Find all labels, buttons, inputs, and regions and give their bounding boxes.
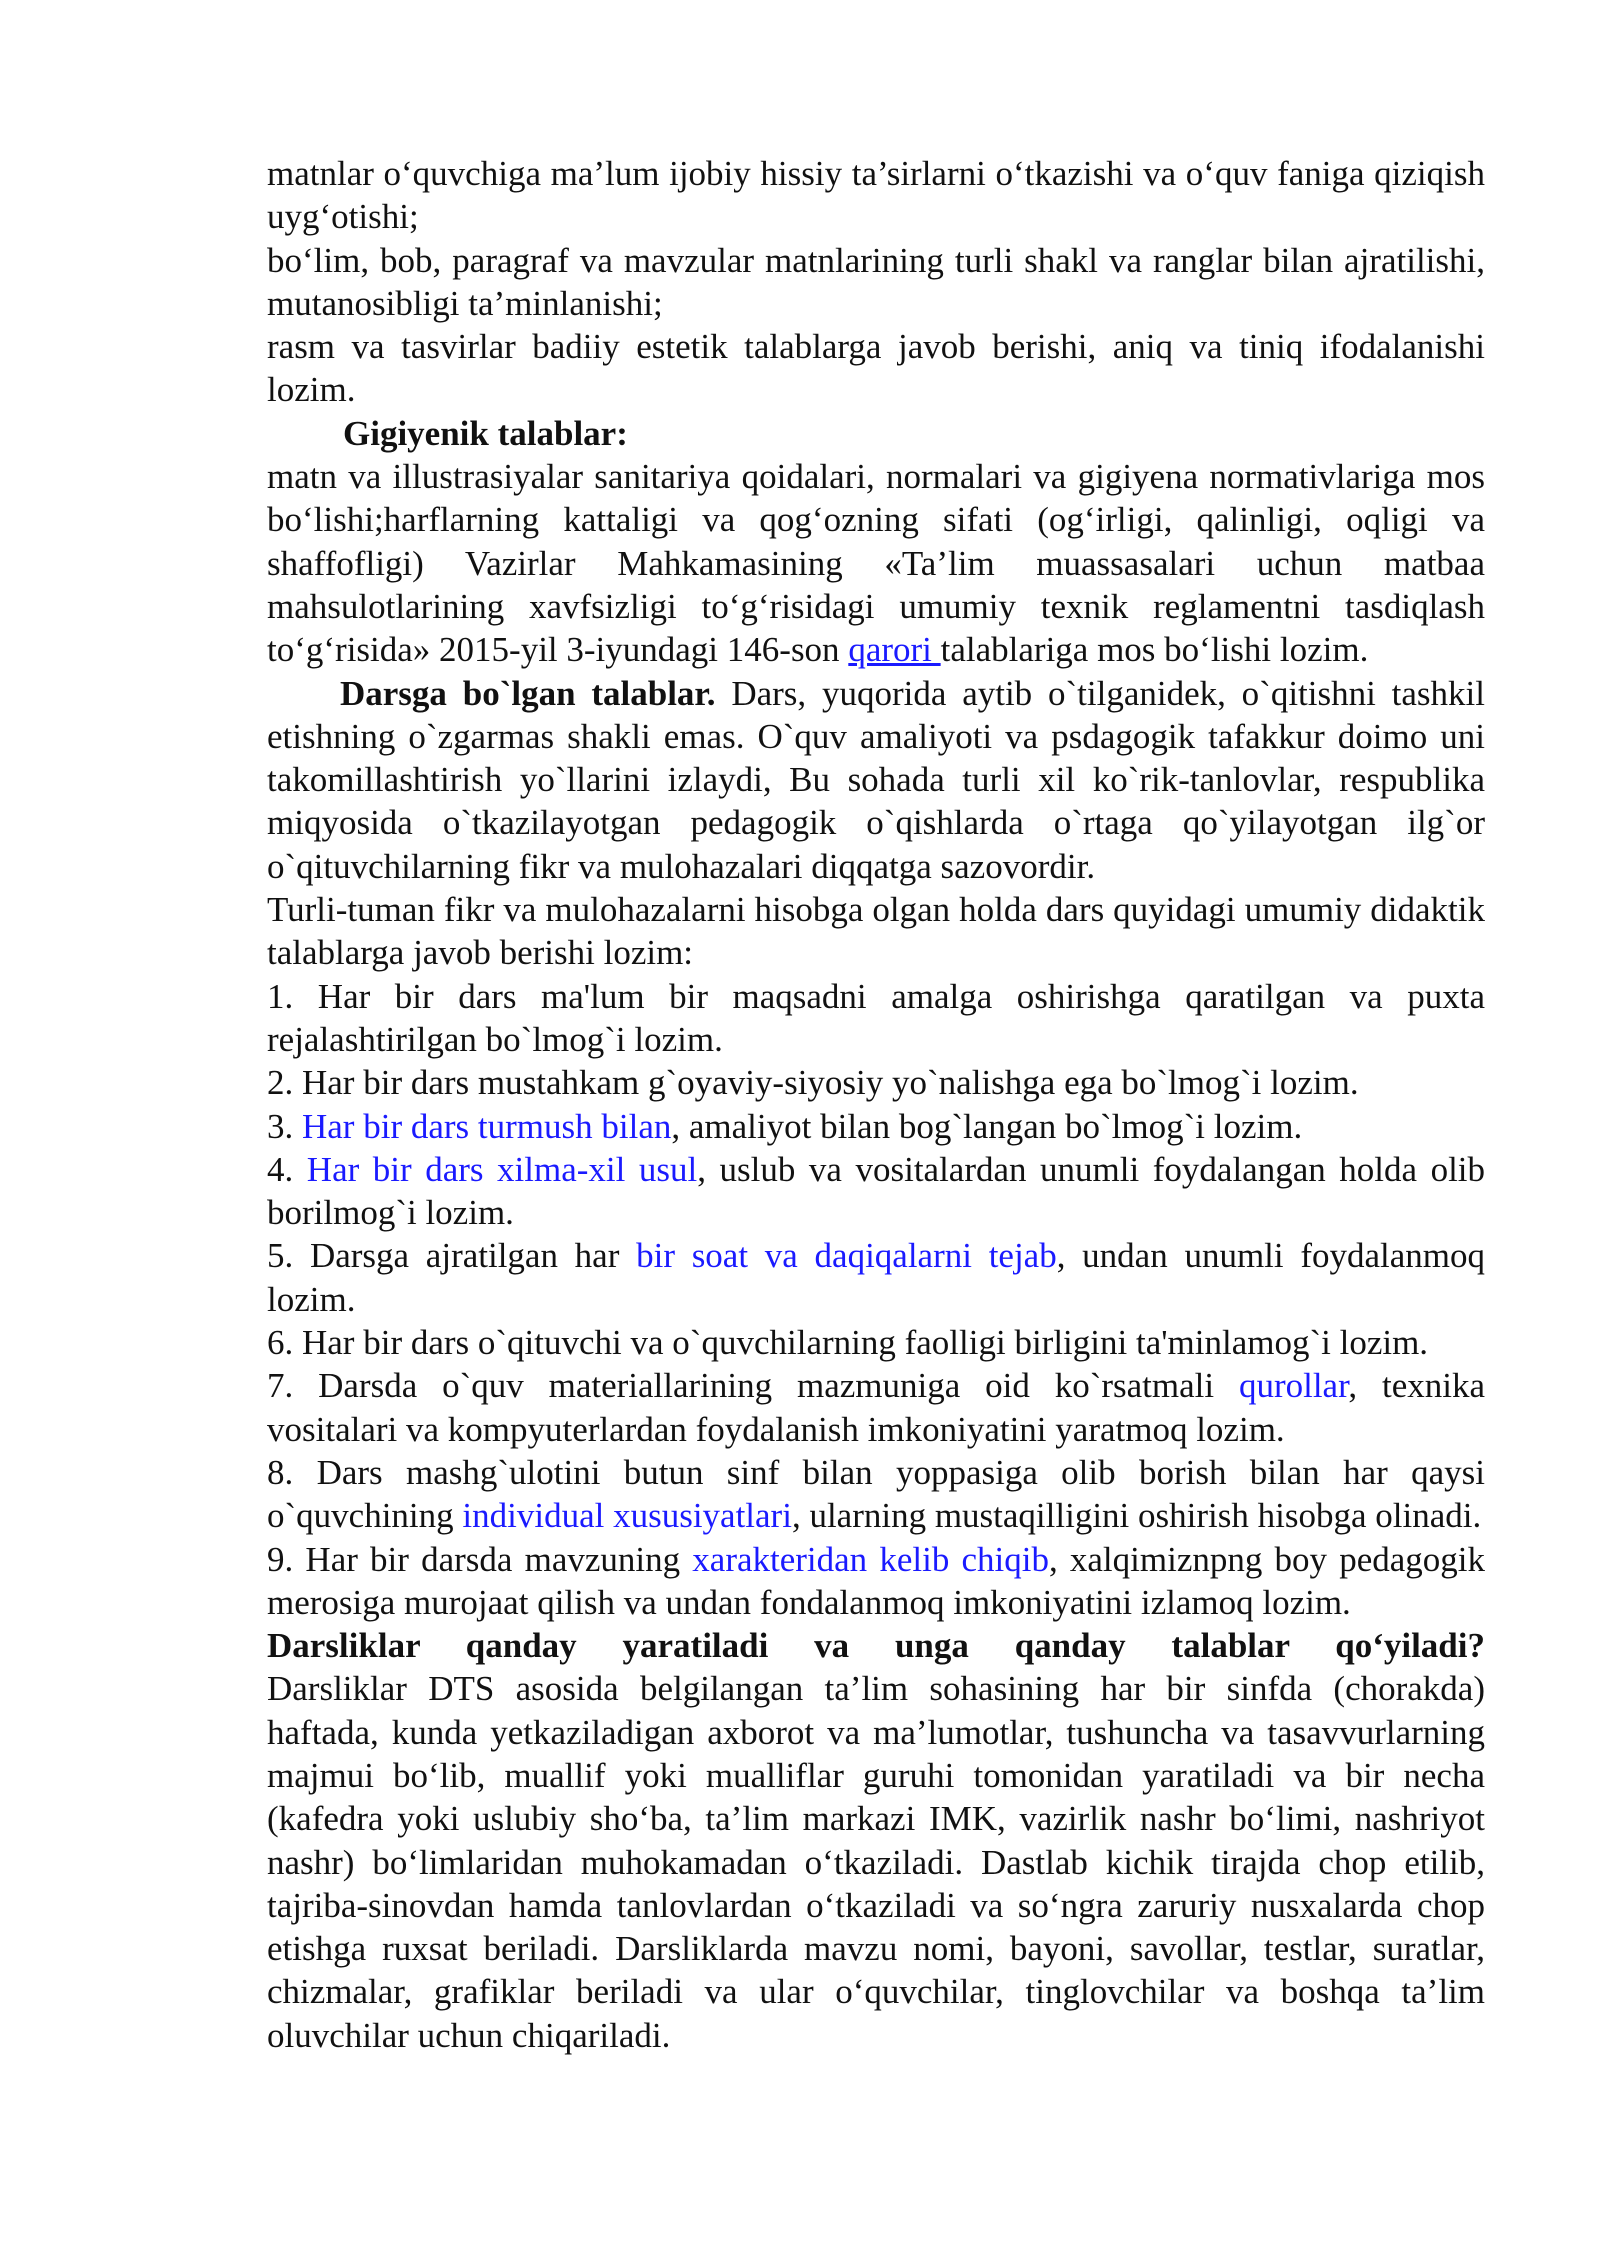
list-item-4-number: 4. [267, 1149, 307, 1189]
paragraph-textbooks: Darsliklar DTS asosida belgilangan ta’lim sohasining har bir sinfda (chorakda) haftada, kunda yetkaziladigan axborot va ma’lumotlar, tushuncha va tasavvurlarning majmui bo‘lib, muallif yoki mualliflar guruhi tomonidan yaratiladi va bir necha (kafedra yoki uslubiy sho‘ba, ta’lim markazi IMK, vazirlik nashr bo‘limi, nashriyot nashr) bo‘limlaridan muhokamadan o‘tkaziladi. Dastlab kichik tirajda chop etilib, tajriba-sinovdan hamda tanlovlardan o‘tkaziladi va so‘ngra zaruriy nusxalarda chop etishga ruxsat beriladi. Darsliklarda mavzu nomi, bayoni, savollar, testlar, suratlar, chizmalar, grafiklar beriladi va ular o‘quvchilar, tinglovchilar va boshqa ta’lim oluvchilar uchun chiqariladi. [267, 1669, 1485, 2055]
paragraph-sections: bo‘lim, bob, paragraf va mavzular matnlarining turli shakl va ranglar bilan ajratilishi, mutanosibligi ta’minlanishi; [267, 240, 1485, 323]
decree-link[interactable]: qarori [848, 630, 941, 670]
list-item-7 [267, 1364, 1485, 1451]
list-item-5-text: , undan unumli foydalanmoq lozim. [267, 1236, 1486, 1319]
heading-hygiene: Gigiyenik talablar: [343, 413, 628, 453]
heading-lesson-requirements: Darsga bo`lgan talablar. [340, 673, 716, 713]
list-item-9-number: 9. Har bir darsda mavzuning [267, 1539, 693, 1579]
list-item-9-text: , xalqimiznpng boy pedagogik merosiga murojaat qilish va undan fondalanmoq imkoniyatini izlamoq lozim. [267, 1539, 1485, 1622]
list-item-8-highlight: individual xususiyatlari [462, 1496, 792, 1536]
list-item-4-highlight: Har bir dars xilma-xil usul [306, 1149, 698, 1189]
list-item-7-highlight: qurollar [1238, 1366, 1349, 1406]
list-item-1: 1. Har bir dars ma'lum bir maqsadni amalga oshirishga qaratilgan va puxta rejalashtirilgan bo`lmog`i lozim. [267, 976, 1485, 1059]
document-page [267, 152, 1485, 2057]
heading-textbooks: Darsliklar qanday yaratiladi va unga qanday talablar qo‘yiladi? [267, 1626, 1485, 1666]
list-item-2: 2. Har bir dars mustahkam g`oyaviy-siyosiy yo`nalishga ega bo`lmog`i lozim. [267, 1063, 1359, 1103]
list-item-8-text: , ularning mustaqilligini oshirish hisobga olinadi. [791, 1496, 1482, 1536]
paragraph-images: rasm va tasvirlar badiiy estetik talablarga javob berishi, aniq va tiniq ifodalanishi lozim. [267, 327, 1485, 410]
paragraph-lesson-requirements [267, 672, 1485, 888]
list-item-9-highlight: xarakteridan kelib chiqib [692, 1539, 1049, 1579]
paragraph-intro: Turli-tuman fikr va mulohazalarni hisobga olgan holda dars quyidagi umumiy didaktik talablarga javob berishi lozim: [267, 890, 1485, 973]
list-item-8-number: 8. Dars mashg`ulotini butun sinf bilan yoppasiga olib borish bilan har qaysi o`quvchining [267, 1452, 1485, 1536]
list-item-8 [267, 1451, 1485, 1538]
list-item-9 [267, 1538, 1485, 1625]
list-item-5-highlight: bir soat va daqiqalarni tejab [636, 1236, 1057, 1276]
list-item-4 [267, 1148, 1485, 1235]
paragraph-interest: matnlar o‘quvchiga ma’lum ijobiy hissiy ta’sirlarni o‘tkazishi va o‘quv faniga qiziqish uyg‘otishi; [267, 154, 1485, 237]
list-item-7-text: , texnika vositalari va kompyuterlardan foydalanish imkoniyatini yaratmoq lozim. [267, 1366, 1485, 1449]
list-item-3-highlight: Har bir dars turmush bilan [302, 1106, 672, 1146]
list-item-5 [267, 1234, 1485, 1321]
list-item-3-number: 3. [267, 1106, 302, 1146]
lesson-requirements-text: Dars, yuqorida aytib o`tilganidek, o`qitishni tashkil etishning o`zgarmas shakli emas. O`quv amaliyoti va psdagogik tafakkur doimo uni takomillashtirish yo`llarini izlaydi, Bu sohada turli xil ko`rik-tanlovlar, respublika miqyosida o`tkazilayotgan pedagogik o`qishlarda o`rtaga qo`yilayotgan ilg`or o`qituvchilarning fikr va mulohazalari diqqatga sazovordir. [267, 673, 1485, 886]
paragraph-hygiene [267, 455, 1485, 671]
list-item-5-number: 5. Darsga ajratilgan har [267, 1236, 637, 1276]
hygiene-text-end: talablariga mos bo‘lishi lozim. [940, 630, 1369, 670]
hygiene-text: matn va illustrasiyalar sanitariya qoidalari, normalari va gigiyena normativlariga mos bo‘lishi;harflarning kattaligi va qog‘ozning sifati (og‘irligi, qalinligi, oqligi va shaffofligi) Vazirlar Mahkamasining «Ta’lim muassasalari uchun matbaa mahsulotlarining xavfsizligi to‘g‘risidagi umumiy texnik reglamentni tasdiqlash to‘g‘risida» 2015-yil 3-iyundagi 146-son [267, 457, 1485, 670]
list-item-3 [267, 1105, 1485, 1148]
list-item-4-text: , uslub va vositalardan unumli foydalangan holda olib borilmog`i lozim. [267, 1149, 1486, 1233]
list-item-6: 6. Har bir dars o`qituvchi va o`quvchilarning faolligi birligini ta'minlamog`i lozim. [267, 1323, 1429, 1363]
list-item-3-text: , amaliyot bilan bog`langan bo`lmog`i lozim. [671, 1106, 1303, 1146]
list-item-7-number: 7. Darsda o`quv materiallarining mazmuniga oid ko`rsatmali [267, 1366, 1239, 1406]
